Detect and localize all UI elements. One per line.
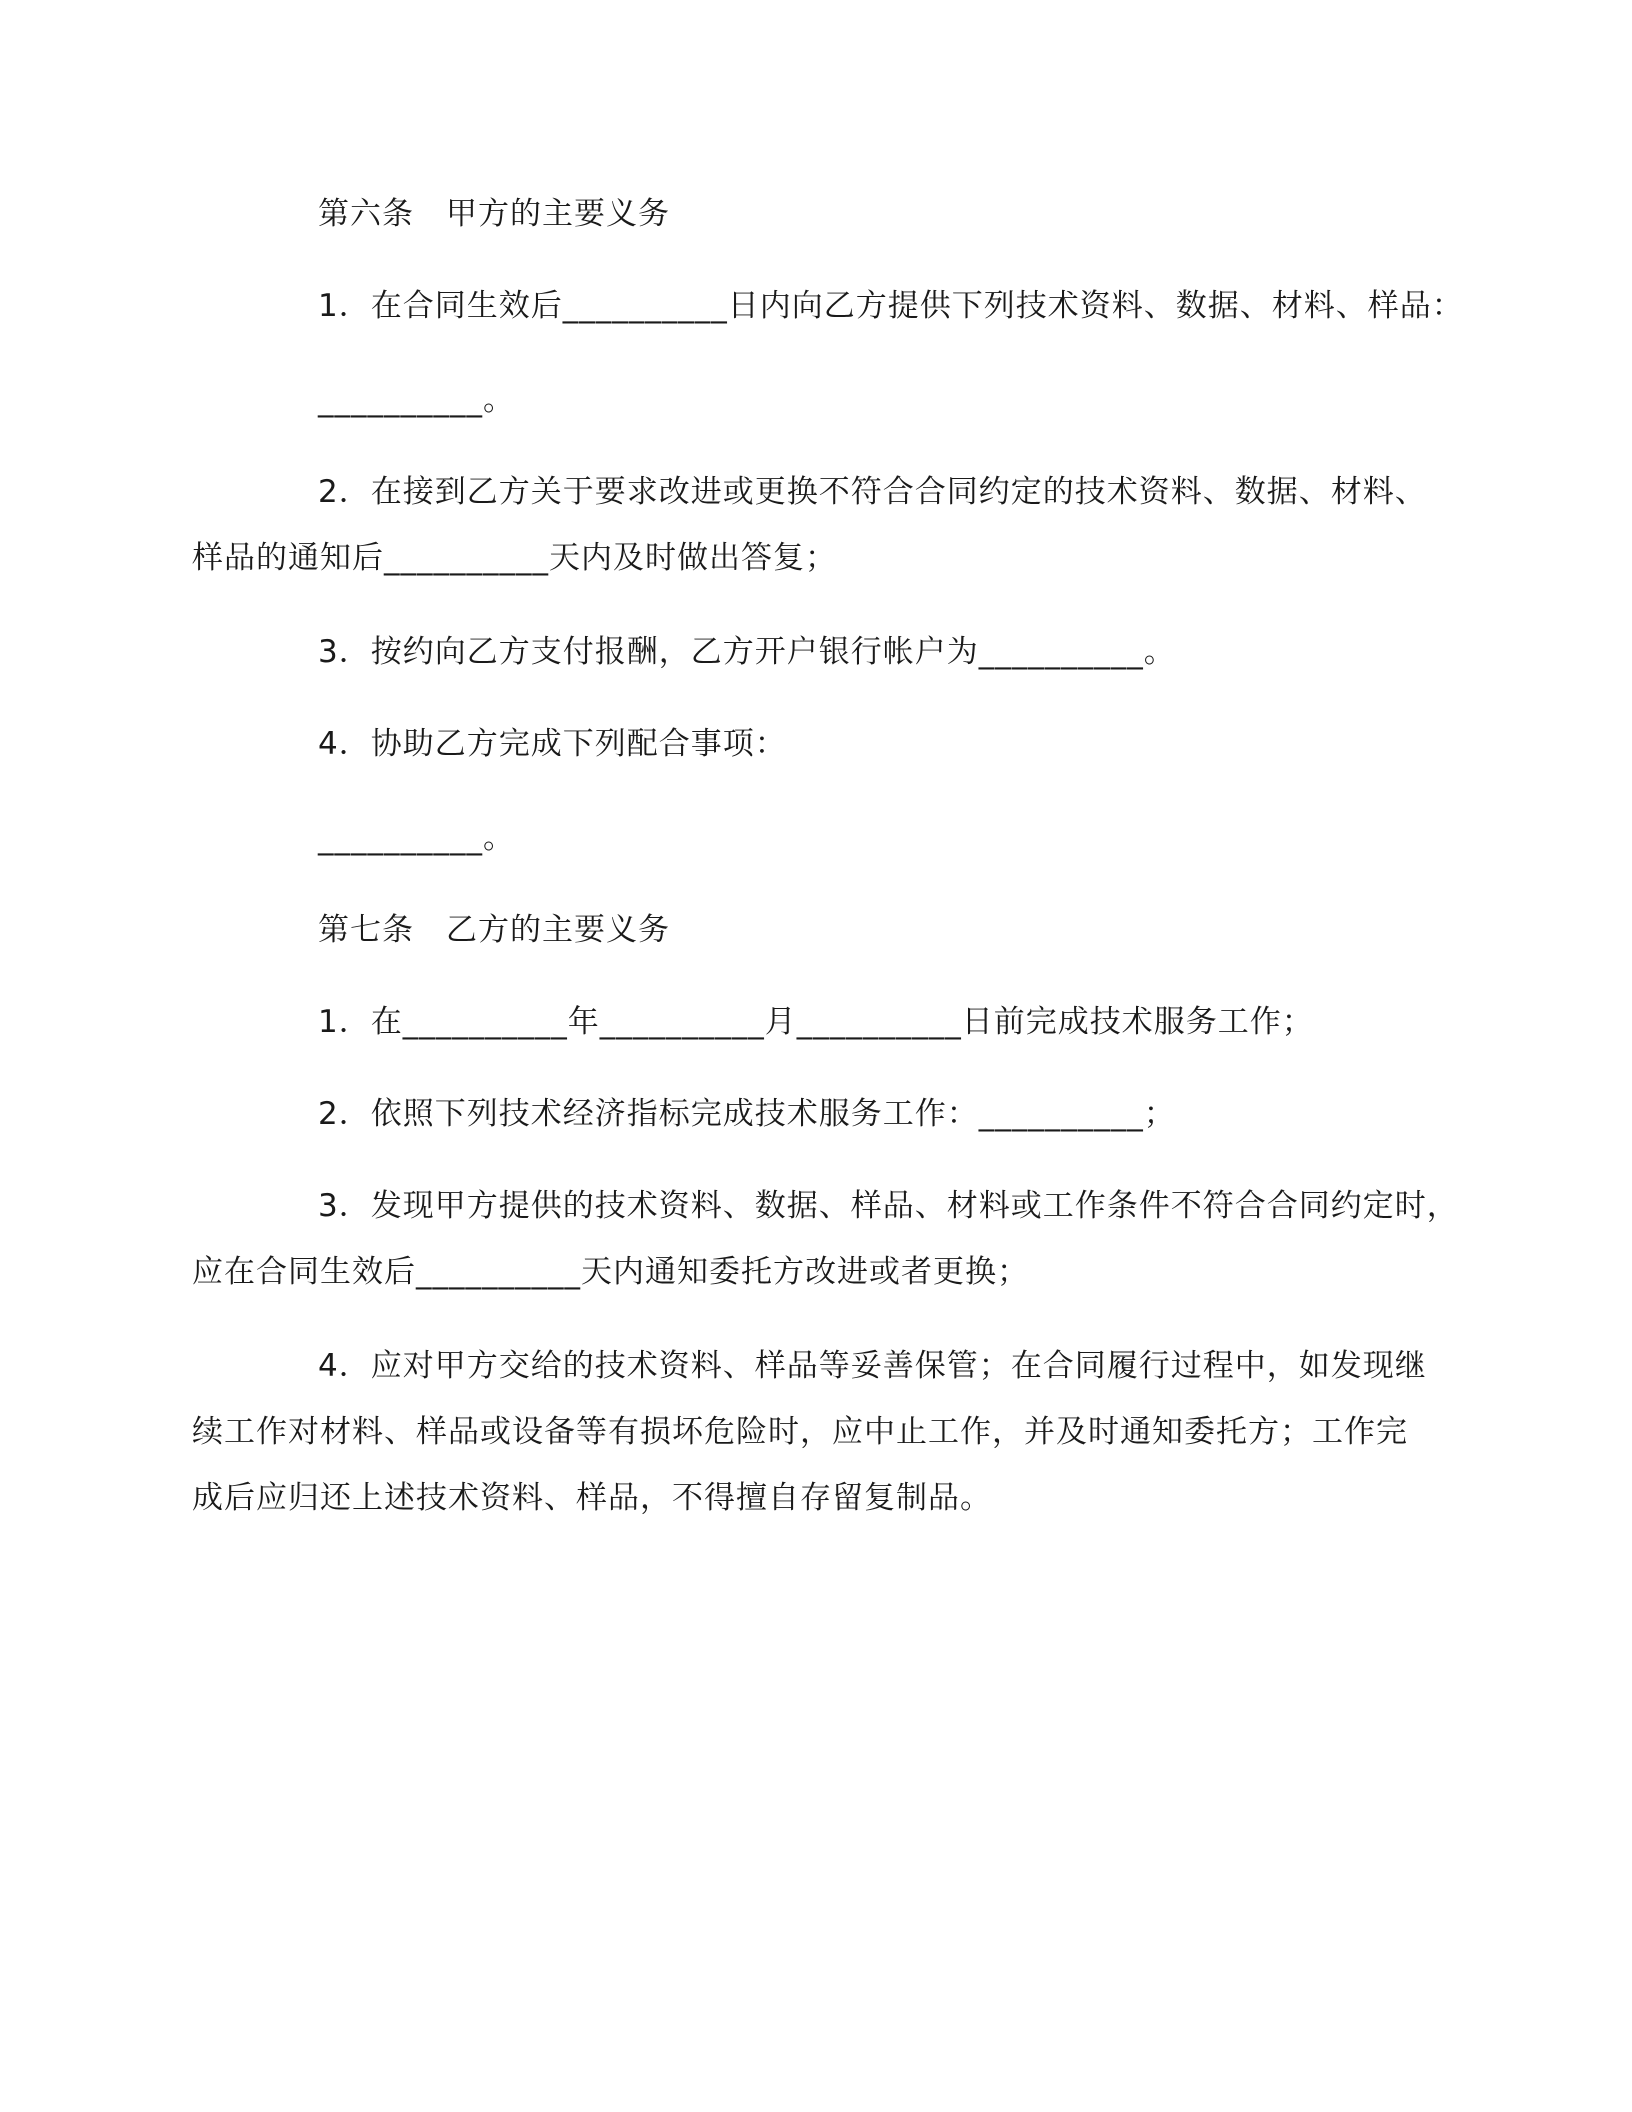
article-7-item-3: 3．发现甲方提供的技术资料、数据、样品、材料或工作条件不符合合同约定时，	[318, 1188, 1459, 1224]
article-6-item-4: 4．协助乙方完成下列配合事项：	[318, 726, 787, 762]
article-7-item-1: 1．在__________年__________月__________日前完成技术服务工作；	[318, 1004, 1314, 1040]
article-6-item-1: 1．在合同生效后__________日内向乙方提供下列技术资料、数据、材料、样品：	[318, 288, 1464, 324]
article-6-heading: 第六条 甲方的主要义务	[318, 196, 670, 232]
article-7-item-4: 4．应对甲方交给的技术资料、样品等妥善保管；在合同履行过程中，如发现继	[318, 1348, 1427, 1384]
article-7-heading: 第七条 乙方的主要义务	[318, 912, 670, 948]
article-7-item-4-line-3: 成后应归还上述技术资料、样品，不得擅自存留复制品。	[192, 1480, 992, 1516]
article-6-item-4-continuation: __________。	[318, 820, 515, 856]
article-6-item-1-continuation: __________。	[318, 382, 515, 418]
article-6-item-2: 2．在接到乙方关于要求改进或更换不符合合同约定的技术资料、数据、材料、	[318, 474, 1427, 510]
article-6-item-2-continuation: 样品的通知后__________天内及时做出答复；	[192, 540, 837, 576]
article-6-item-3: 3．按约向乙方支付报酬，乙方开户银行帐户为__________。	[318, 634, 1176, 670]
article-7-item-2: 2．依照下列技术经济指标完成技术服务工作：__________；	[318, 1096, 1176, 1132]
article-7-item-4-line-2: 续工作对材料、样品或设备等有损坏危险时，应中止工作，并及时通知委托方；工作完	[192, 1414, 1408, 1450]
article-7-item-3-continuation: 应在合同生效后__________天内通知委托方改进或者更换；	[192, 1254, 1029, 1290]
